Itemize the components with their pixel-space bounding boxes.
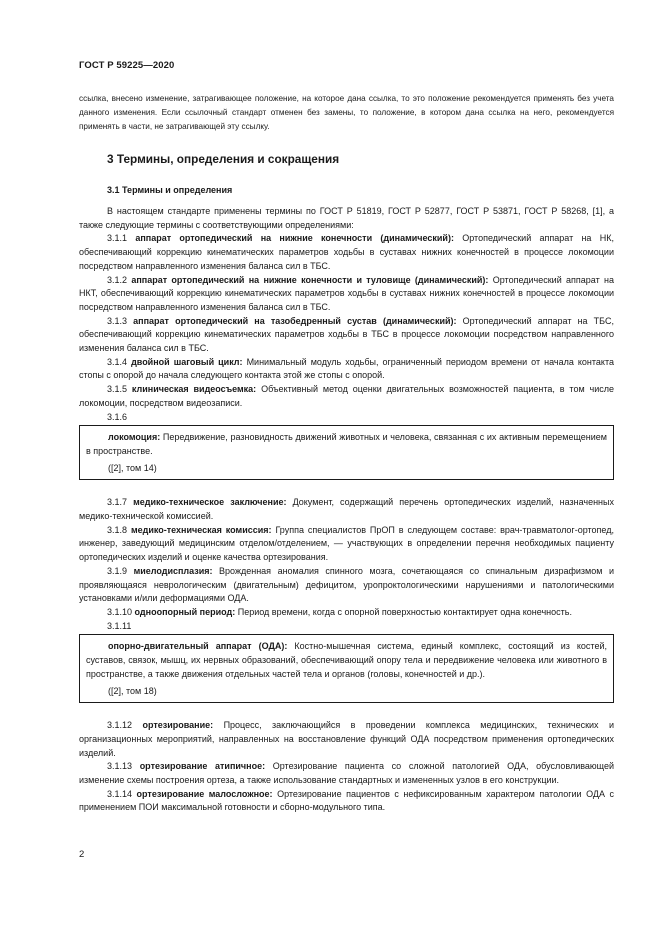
term-entry bbox=[79, 496, 614, 523]
term-number: 3.1.3 bbox=[107, 315, 128, 326]
term-number-line: 3.1.11 bbox=[107, 620, 132, 631]
term-definition: Костно-мышечная система, единый комплекс, состоящий из костей, суставов, связок, мышц, их нервных образований, обеспечивающий опору тела и передвижение человека или животного в пространстве, а также движения отдельных частей тела и органов (головы, конечностей и др.). bbox=[86, 641, 607, 679]
term-number: 3.1.9 bbox=[107, 565, 128, 576]
term-entry bbox=[79, 383, 614, 410]
term-name: одноопорный период: bbox=[134, 606, 236, 617]
term-name: медико-техническая комиссия: bbox=[130, 524, 272, 535]
term-definition: Ортопедический аппарат на НК, обеспечивающий коррекцию кинематических параметров ходьбы в суставах нижних конечностей в процессе локомоции посредством направленного изменения баланса сил в ТБС. bbox=[79, 233, 614, 271]
term-number: 3.1.2 bbox=[107, 274, 128, 285]
subsection-title: 3.1 Термины и определения bbox=[107, 185, 233, 195]
term-definition: Период времени, когда с опорной поверхностью контактирует одна конечность. bbox=[237, 606, 572, 617]
term-name: клиническая видеосъемка: bbox=[131, 384, 257, 395]
term-entry bbox=[79, 606, 614, 620]
term-definition: Ортезирование пациентов с нефиксированным характером патологии ОДА с применением ПОИ максимальной готовности и сборно-модульного типа. bbox=[79, 788, 614, 813]
term-name: локомоция: bbox=[108, 432, 161, 443]
terms-body bbox=[79, 205, 614, 815]
term-definition: Документ, содержащий перечень ортопедических изделий, назначенных медико-технической комиссией. bbox=[79, 497, 614, 522]
boxed-term-entry bbox=[86, 431, 607, 458]
section-title: 3 Термины, определения и сокращения bbox=[107, 152, 340, 166]
intro-paragraph: ссылка, внесено изменение, затрагивающее положение, на которое дана ссылка, то это положение рекомендуется применять без учета данного изменения. Если ссылочный стандарт отменен без замены, то положение, в котором дана ссылка на него, рекомендуется применять в части, не затрагивающей эту ссылку. bbox=[79, 94, 614, 131]
term-entry bbox=[79, 788, 614, 815]
term-definition: Процесс, заключающийся в проведении комплекса медицинских, технических и организационных мероприятий, направленных на восстановление функций ОДА посредством применения ортопедических изделий. bbox=[79, 720, 614, 758]
term-entry bbox=[79, 356, 614, 383]
term-entry bbox=[79, 760, 614, 787]
boxed-term-entry bbox=[86, 640, 607, 681]
standard-header: ГОСТ Р 59225—2020 bbox=[79, 60, 175, 71]
term-definition: Группа специалистов ПрОП в следующем составе: врач-травматолог-ортопед, инженер, заведующий медицинским отделом/отделением, — участвующих в определении перечня необходимых пациенту ортопедических изделий и оценке качества ортезирования. bbox=[79, 524, 614, 563]
term-name: ортезирование атипичное: bbox=[139, 761, 266, 772]
term-name: опорно-двигательный аппарат (ОДА): bbox=[108, 641, 288, 652]
term-name: миелодисплазия: bbox=[133, 565, 213, 576]
quoted-term-box bbox=[79, 634, 614, 703]
term-entry bbox=[79, 315, 614, 356]
page-number: 2 bbox=[79, 849, 85, 860]
term-entry bbox=[79, 719, 614, 760]
term-name: ортезирование малосложное: bbox=[136, 788, 273, 799]
term-name: двойной шаговый цикл: bbox=[131, 356, 243, 367]
term-definition: Ортопедический аппарат на НКТ, обеспечивающий коррекцию кинематических параметров ходьбы в суставах нижних конечностей в процессе локомоции посредством направленного изменения баланса сил в ТБС. bbox=[79, 274, 614, 312]
term-definition: Ортопедический аппарат на ТБС, обеспечивающий коррекцию кинематических параметров ходьбы в ТБС в процессе локомоции посредством направленного изменения баланса сил в ТБС. bbox=[79, 315, 614, 354]
term-number-line: 3.1.6 bbox=[107, 411, 128, 422]
term-name: аппарат ортопедический на нижние конечности (динамический): bbox=[135, 233, 454, 244]
term-number: 3.1.13 bbox=[107, 761, 133, 772]
term-entry bbox=[79, 565, 614, 606]
term-name: ортезирование: bbox=[142, 720, 214, 731]
lead-paragraph: В настоящем стандарте применены термины по ГОСТ Р 51819, ГОСТ Р 52877, ГОСТ Р 53871, ГОСТ Р 58268, [1], а также следующие термины с соответствующими определениями: bbox=[79, 206, 614, 230]
term-number: 3.1.12 bbox=[107, 720, 133, 731]
term-entry bbox=[79, 274, 614, 315]
term-number: 3.1.1 bbox=[107, 233, 128, 244]
term-entry bbox=[79, 232, 614, 273]
term-number: 3.1.5 bbox=[107, 384, 128, 395]
term-source: ([2], том 14) bbox=[108, 462, 157, 473]
quoted-term-box bbox=[79, 425, 614, 480]
term-number: 3.1.8 bbox=[107, 524, 128, 535]
term-definition: Объективный метод оценки двигательных возможностей пациента, в том числе локомоции, посредством видеозаписи. bbox=[79, 384, 614, 408]
term-number: 3.1.4 bbox=[107, 356, 128, 367]
term-definition: Ортезирование пациента со сложной патологией ОДА, обусловливающей изменение схемы построения ортеза, а также использование стандартных и измененных узлов в его конструкции. bbox=[79, 761, 614, 786]
term-definition: Врожденная аномалия спинного мозга, сочетающаяся со спинальным дизрафизмом и проявляющаяся неврологическим (двигательным) дефицитом, уропроктологическими нарушениями и патологическими установками и/или деформациями ОДА. bbox=[79, 565, 614, 604]
term-name: аппарат ортопедический на нижние конечности и туловище (динамический): bbox=[131, 274, 489, 285]
term-source: ([2], том 18) bbox=[108, 685, 157, 696]
term-name: аппарат ортопедический на тазобедренный сустав (динамический): bbox=[133, 315, 457, 326]
term-entry bbox=[79, 524, 614, 565]
term-number: 3.1.14 bbox=[107, 788, 133, 799]
term-name: медико-техническое заключение: bbox=[133, 497, 287, 508]
term-number: 3.1.7 bbox=[107, 497, 128, 508]
term-definition: Передвижение, разновидность движений животных и человека, связанная с их активным перемещением в пространстве. bbox=[86, 432, 607, 456]
term-definition: Минимальный модуль ходьбы, ограниченный периодом времени от начала контакта стопы с опорой до начала следующего контакта этой же стопы с опорой. bbox=[79, 356, 614, 381]
term-number: 3.1.10 bbox=[107, 606, 133, 617]
